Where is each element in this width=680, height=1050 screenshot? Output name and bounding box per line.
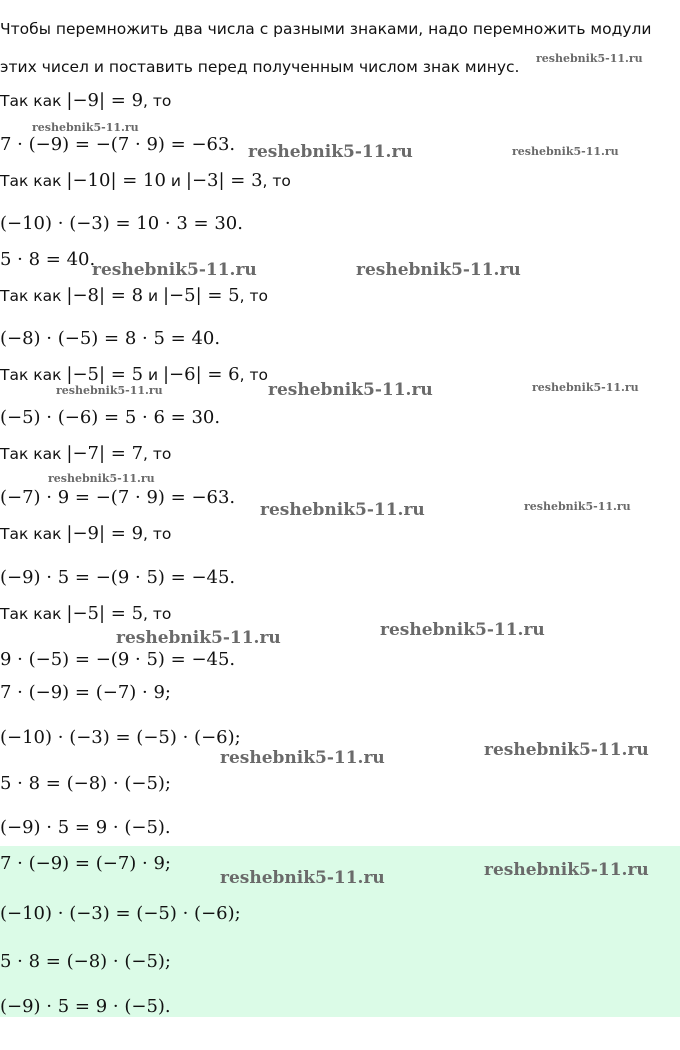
watermark-text: reshebnik5-11.ru — [484, 860, 649, 880]
watermark-text: reshebnik5-11.ru — [32, 121, 139, 134]
watermark-text: reshebnik5-11.ru — [116, 628, 281, 648]
solution-line: Так как |−9| = 9, то — [0, 523, 172, 544]
watermark-text: reshebnik5-11.ru — [356, 260, 521, 280]
equation-line: (−10) · (−3) = (−5) · (−6); — [0, 727, 241, 748]
watermark-text: reshebnik5-11.ru — [536, 52, 643, 65]
watermark-text: reshebnik5-11.ru — [512, 145, 619, 158]
equation-line: 5 · 8 = 40. — [0, 249, 96, 270]
watermark-text: reshebnik5-11.ru — [380, 620, 545, 640]
solution-line: Так как |−5| = 5, то — [0, 603, 172, 624]
watermark-text: reshebnik5-11.ru — [532, 381, 639, 394]
equation-line: 7 · (−9) = (−7) · 9; — [0, 682, 171, 703]
answer-line: 7 · (−9) = (−7) · 9; — [0, 853, 171, 874]
equation-line: 9 · (−5) = −(9 · 5) = −45. — [0, 649, 236, 670]
watermark-text: reshebnik5-11.ru — [260, 500, 425, 520]
equation-line: 5 · 8 = (−8) · (−5); — [0, 773, 171, 794]
solution-line: Так как |−5| = 5 и |−6| = 6, то — [0, 364, 268, 385]
watermark-text: reshebnik5-11.ru — [220, 748, 385, 768]
watermark-text: reshebnik5-11.ru — [56, 384, 163, 397]
equation-line: (−5) · (−6) = 5 · 6 = 30. — [0, 407, 221, 428]
equation-line: (−9) · 5 = 9 · (−5). — [0, 817, 171, 838]
watermark-text: reshebnik5-11.ru — [484, 740, 649, 760]
solution-line: Так как |−7| = 7, то — [0, 443, 172, 464]
equation-line: 7 · (−9) = −(7 · 9) = −63. — [0, 134, 236, 155]
intro-line-2: этих чисел и поставить перед полученным числом знак минус. — [0, 58, 520, 76]
watermark-text: reshebnik5-11.ru — [92, 260, 257, 280]
equation-line: (−7) · 9 = −(7 · 9) = −63. — [0, 487, 236, 508]
watermark-text: reshebnik5-11.ru — [248, 142, 413, 162]
equation-line: (−8) · (−5) = 8 · 5 = 40. — [0, 328, 221, 349]
answer-line: 5 · 8 = (−8) · (−5); — [0, 951, 171, 972]
intro-line-1: Чтобы перемножить два числа с разными знаками, надо перемножить модули — [0, 20, 652, 38]
watermark-text: reshebnik5-11.ru — [524, 500, 631, 513]
solution-line: Так как |−9| = 9, то — [0, 90, 172, 111]
solution-line: Так как |−10| = 10 и |−3| = 3, то — [0, 170, 291, 191]
solution-line: Так как |−8| = 8 и |−5| = 5, то — [0, 285, 268, 306]
answer-line: (−9) · 5 = 9 · (−5). — [0, 996, 171, 1017]
watermark-text: reshebnik5-11.ru — [48, 472, 155, 485]
equation-line: (−9) · 5 = −(9 · 5) = −45. — [0, 567, 236, 588]
watermark-text: reshebnik5-11.ru — [220, 868, 385, 888]
equation-line: (−10) · (−3) = 10 · 3 = 30. — [0, 213, 243, 234]
answer-line: (−10) · (−3) = (−5) · (−6); — [0, 903, 241, 924]
watermark-text: reshebnik5-11.ru — [268, 380, 433, 400]
